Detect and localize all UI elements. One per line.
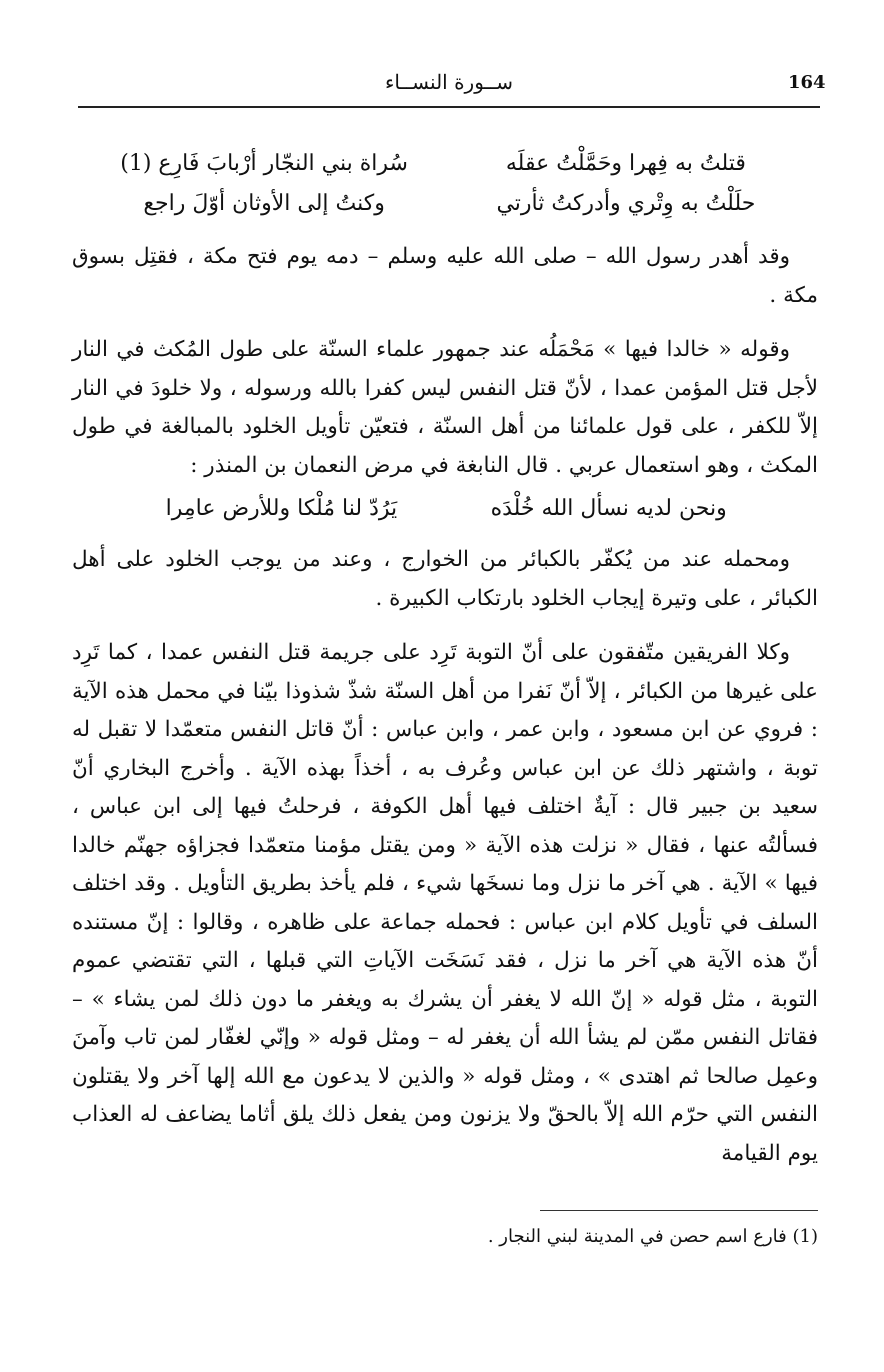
poem-line bbox=[110, 184, 780, 224]
running-title: ســورة النســاء bbox=[384, 70, 514, 94]
page-number: 164 bbox=[788, 72, 826, 93]
paragraph: وقوله « خالدا فيها » مَحْمَلُه عند جمهور علماء السنّة على طول المُكث في النار لأجل قتل المؤمن عمدا ، لأنّ قتل النفس ليس كفرا بالله ورسوله ، ولا خلودَ في النار إلاّ للكفر ، على قول علمائنا من أهل السنّة ، فتعيّن تأويل الخلود بالمبالغة في طول المكث ، وهو استعمال عربي . قال النابغة في مرض النعمان بن المنذر : bbox=[72, 337, 818, 478]
paragraph: وكلا الفريقين متّفقون على أنّ التوبة تَرِد على جريمة قتل النفس عمدا ، كما تَرِد على غيرها من الكبائر ، إلاّ أنّ نَفرا من أهل السنّة شذّ شذوذا بيّنا في محمل هذه الآية : فروي عن ابن مسعود ، وابن عمر ، وابن عباس : أنّ قاتل النفس متعمّدا لا تقبل له توبة ، واشتهر ذلك عن ابن عباس وعُرف به ، أخذاً بهذه الآية . وأخرج البخاري أنّ سعيد بن جبير قال : آيةٌ اختلف فيها أهل الكوفة ، فرحلتُ فيها إلى ابن عباس ، فسألتُه عنها ، فقال « نزلت هذه الآية « ومن يقتل مؤمنا متعمّدا فجزاؤه جهنّم خالدا فيها » الآية . هي آخر ما نزل وما نسخَها شيء ، فلم يأخذ بطريق التأويل . وقد اختلف السلف في تأويل كلام ابن عباس : فحمله جماعة على ظاهره ، وقالوا : إنّ مستنده أنّ هذه الآية هي آخر ما نزل ، فقد نَسَخَت الآياتِ التي قبلها ، التي تقتضي عموم التوبة ، مثل قوله « إنّ الله لا يغفر أن يشرك به ويغفر ما دون ذلك لمن يشاء » – فقاتل النفس ممّن لم يشأ الله أن يغفر له – ومثل قوله « وإنّي لغفّار لمن تاب وآمنَ وعمِل صالحا ثم اهتدى » ، ومثل قوله « والذين لا يدعون مع الله إلها آخر ولا يقتلون النفس التي حرّم الله إلاّ بالحقّ ولا يزنون ومن يفعل ذلك يلق أثاما يضاعف له العذاب يوم القيامة bbox=[72, 640, 818, 1166]
footnote: (1) فارع اسم حصن في المدينة لبني النجار . bbox=[487, 1226, 818, 1247]
verse-hemistich: حلَلْتُ به وِتْري وأدركتُ ثأرتي bbox=[496, 191, 756, 216]
page-header bbox=[78, 70, 826, 102]
page-body bbox=[72, 144, 818, 1173]
header-rule bbox=[78, 106, 820, 108]
verse-hemistich: وكنتُ إلى الأوثان أوّلَ راجع bbox=[143, 191, 385, 216]
poem-verse-1 bbox=[110, 144, 780, 224]
poem-verse-2 bbox=[142, 489, 748, 529]
poem-line bbox=[142, 489, 748, 529]
paragraph: ومحمله عند من يُكفّر بالكبائر من الخوارج ، وعند من يوجب الخلود على أهل الكبائر ، على وتيرة إيجاب الخلود بارتكاب الكبيرة . bbox=[72, 547, 818, 611]
paragraph: وقد أهدر رسول الله – صلى الله عليه وسلم – دمه يوم فتح مكة ، فقتِل بسوق مكة . bbox=[72, 244, 818, 308]
footnote-rule bbox=[540, 1210, 818, 1211]
verse-hemistich: يَرُدّ لنا مُلْكا وللأرض عامِرا bbox=[165, 496, 398, 521]
verse-hemistich: سُراة بني النجّار أرْبابَ فَارِع (1) bbox=[120, 151, 408, 176]
verse-hemistich: قتلتُ به فِهرا وحَمَّلْتُ عقلَه bbox=[505, 151, 746, 176]
verse-hemistich: ونحن لديه نسأل الله خُلْدَه bbox=[490, 496, 727, 521]
poem-line bbox=[110, 144, 780, 184]
